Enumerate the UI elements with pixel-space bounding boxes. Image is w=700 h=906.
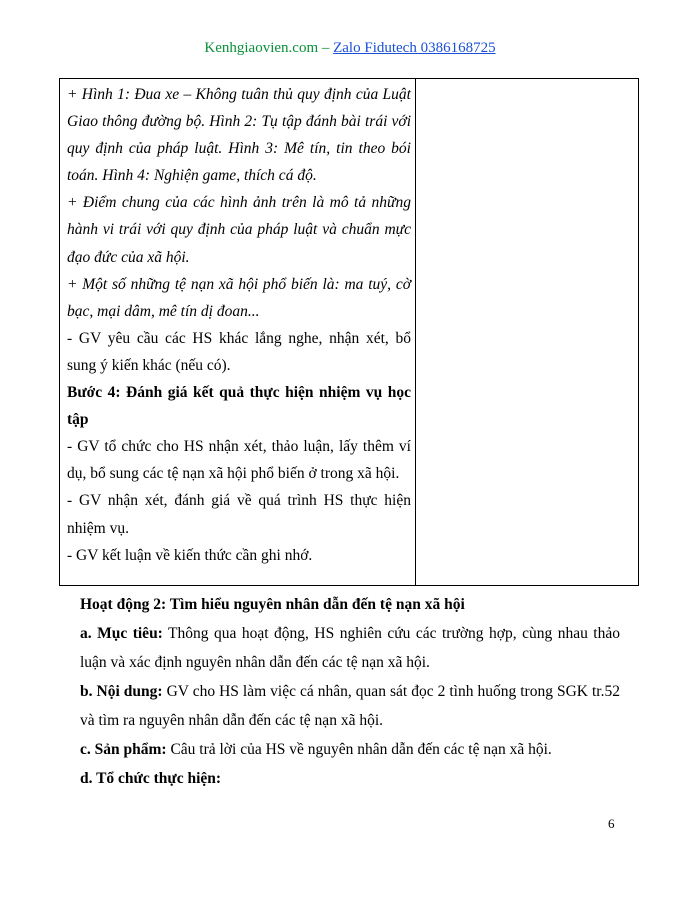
- common-social-evils: + Một số những tệ nạn xã hội phổ biến là: ma tuý, cờ bạc, mại dâm, mê tín dị đoan...: [67, 275, 411, 320]
- activity-title: Hoạt động 2: Tìm hiểu nguyên nhân dẫn đến tệ nạn xã hội: [80, 596, 465, 613]
- table-left-content: [67, 81, 411, 569]
- organization-label: d. Tổ chức thực hiện:: [80, 770, 222, 787]
- page-number: 6: [608, 816, 615, 831]
- teacher-conclude: - GV kết luận về kiến thức cần ghi nhớ.: [67, 546, 313, 564]
- header-separator: –: [318, 40, 334, 56]
- header-contact-link[interactable]: Zalo Fidutech 0386168725: [333, 40, 496, 56]
- objective-paragraph: [80, 619, 620, 677]
- figure-descriptions: + Hình 1: Đua xe – Không tuân thủ quy định của Luật Giao thông đường bộ. Hình 2: Tụ tập đánh bài trái với quy định của pháp luật. Hình 3: Mê tín, tin theo bói toán. Hình 4: Nghiện game, thích cá độ.: [67, 86, 411, 185]
- content-paragraph: [80, 677, 620, 735]
- teacher-evaluate: - GV nhận xét, đánh giá về quá trình HS thực hiện nhiệm vụ.: [67, 492, 411, 537]
- objective-text: Thông qua hoạt động, HS nghiên cứu các trường hợp, cùng nhau thảo luận và xác định nguyên nhân dẫn đến các tệ nạn xã hội.: [80, 625, 620, 671]
- table-left-cell: [60, 79, 416, 585]
- content-text: GV cho HS làm việc cá nhân, quan sát đọc 2 tình huống trong SGK tr.52 và tìm ra nguyên nhân dẫn đến các tệ nạn xã hội.: [80, 683, 620, 729]
- product-label: c. Sản phẩm:: [80, 741, 167, 758]
- activity-section: [80, 590, 620, 793]
- product-paragraph: [80, 735, 620, 764]
- objective-label: a. Mục tiêu:: [80, 625, 163, 642]
- step-4-heading: Bước 4: Đánh giá kết quả thực hiện nhiệm vụ học tập: [67, 384, 411, 429]
- header-site: Kenhgiaovien.com: [204, 40, 319, 56]
- product-text: Câu trả lời của HS về nguyên nhân dẫn đến các tệ nạn xã hội.: [166, 741, 552, 758]
- page-header: [0, 40, 700, 57]
- teacher-organize: - GV tổ chức cho HS nhận xét, thảo luận, lấy thêm ví dụ, bổ sung các tệ nạn xã hội phổ biến ở trong xã hội.: [67, 438, 411, 483]
- common-point: + Điểm chung của các hình ảnh trên là mô tả những hành vi trái với quy định của pháp luật và chuẩn mực đạo đức của xã hội.: [67, 194, 411, 266]
- content-label: b. Nội dung:: [80, 683, 163, 700]
- lesson-table: [59, 78, 639, 586]
- teacher-request: - GV yêu cầu các HS khác lắng nghe, nhận xét, bổ sung ý kiến khác (nếu có).: [67, 329, 411, 374]
